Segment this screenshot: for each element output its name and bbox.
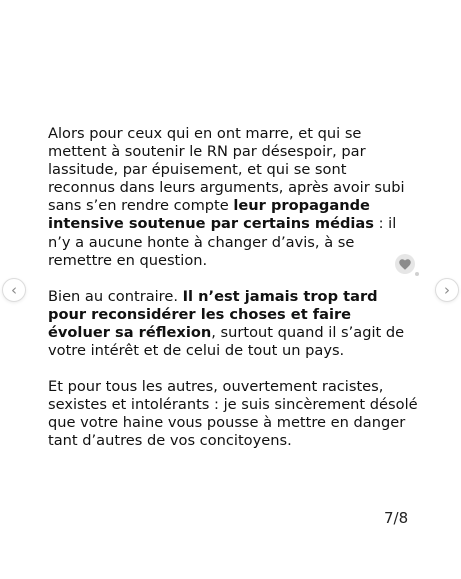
chevron-left-icon: ‹	[11, 280, 17, 299]
slide-text	[48, 125, 418, 469]
bold-text-run: Il n’est jamais trop tard pour reconsidérer les choses et faire évoluer sa réflexion	[48, 287, 378, 341]
slide-paragraph	[48, 378, 418, 450]
heart-icon	[399, 259, 411, 270]
text-run: , surtout quand il s’agit de votre intérêt et de celui de tout un pays.	[48, 323, 405, 360]
slide-paragraph	[48, 125, 418, 270]
text-run: Alors pour ceux qui en ont marre, et qui se mettent à soutenir le RN par désespoir, par lassitude, par épuisement, et qui se sont reconnus dans leurs arguments, après avoir subi sans s’en rendre compte	[48, 125, 405, 215]
text-run: Et pour tous les autres, ouvertement racistes, sexistes et intolérants : je suis sincèrement désolé que votre haine vous pousse à mettre en danger tant d’autres de vos concitoyens.	[48, 378, 418, 450]
like-indicator-dot	[415, 272, 419, 276]
text-run: Bien au contraire.	[48, 287, 183, 305]
chevron-right-icon: ›	[444, 280, 450, 299]
next-slide-button[interactable]	[435, 278, 459, 302]
like-button[interactable]	[395, 254, 415, 274]
slide-paragraph	[48, 288, 418, 360]
text-run: : il n’y a aucune honte à changer d’avis, à se remettre en question.	[48, 215, 397, 269]
bold-text-run: leur propagande intensive soutenue par certains médias	[48, 197, 374, 233]
prev-slide-button[interactable]	[2, 278, 26, 302]
page-indicator: 7/8	[384, 509, 409, 527]
